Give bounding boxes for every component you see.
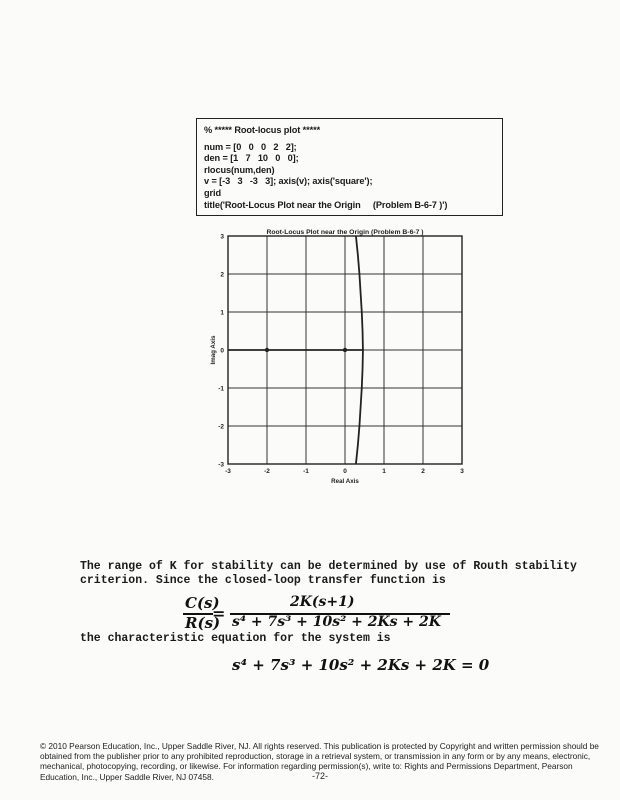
code-line: grid <box>204 187 221 198</box>
code-line: v = [-3 3 -3 3]; axis(v); axis('square'); <box>204 176 373 187</box>
code-line: % ***** Root-locus plot ***** <box>204 125 321 135</box>
x-tick-label: -3 <box>225 468 231 475</box>
pole-marker <box>265 348 269 352</box>
code-line: title('Root-Locus Plot near the Origin (Problem B-6-7 )') <box>204 199 448 210</box>
y-tick-label: 3 <box>220 233 224 241</box>
y-tick-label: -1 <box>218 385 224 393</box>
pole-marker <box>343 348 347 352</box>
x-tick-label: 0 <box>343 468 347 475</box>
rhs-denominator: s⁴ + 7s³ + 10s² + 2Ks + 2K <box>232 614 441 630</box>
code-line: den = [1 7 10 0 0]; <box>204 153 299 164</box>
y-axis-label: Imag Axis <box>210 335 217 365</box>
rhs-numerator: 2K(s+1) <box>290 594 355 610</box>
char-equation-label: the characteristic equation for the system is <box>80 632 391 645</box>
x-tick-label: 2 <box>421 468 425 475</box>
code-line: rlocus(num,den) <box>204 164 275 175</box>
x-tick-label: 1 <box>382 468 386 475</box>
code-line: num = [0 0 0 2 2]; <box>204 141 297 152</box>
x-tick-label: -1 <box>303 468 309 475</box>
y-tick-label: 2 <box>220 271 224 279</box>
stability-paragraph: The range of K for stability can be determined by use of Routh stability criterion. Since the closed-loop transfer function is <box>80 560 577 587</box>
x-tick-label: -2 <box>264 468 270 475</box>
tick-labels <box>218 234 464 476</box>
y-tick-label: 0 <box>220 347 224 355</box>
x-axis-label: Real Axis <box>331 478 359 485</box>
char-equation: s⁴ + 7s³ + 10s² + 2Ks + 2K = 0 <box>232 656 490 674</box>
tf-denominator: R(s) <box>185 614 221 632</box>
chart-title: Root-Locus Plot near the Origin (Problem B-6-7 ) <box>266 229 424 236</box>
tf-numerator: C(s) <box>185 594 220 612</box>
copyright-footer: © 2010 Pearson Education, Inc., Upper Saddle River, NJ. All rights reserved. This publication is protected by Copyright and written permission should be obtained from the publisher prior to any prohibited reproduction, storage in a retrieval system, or transmission in any form or by any means, electronic, mechanical, photocopying, recording, or likewise. For information regarding permission(s), write to: Rights and Permissions Department, Pearson Education, Inc., Upper Saddle River, NJ 07458. <box>40 741 599 782</box>
equals-sign: = <box>212 604 226 623</box>
page-number: -72- <box>312 771 329 781</box>
y-tick-label: 1 <box>220 309 224 317</box>
locus-branches <box>228 236 363 464</box>
y-tick-label: -2 <box>218 423 224 431</box>
x-tick-label: 3 <box>460 468 464 475</box>
y-tick-label: -3 <box>218 461 224 469</box>
